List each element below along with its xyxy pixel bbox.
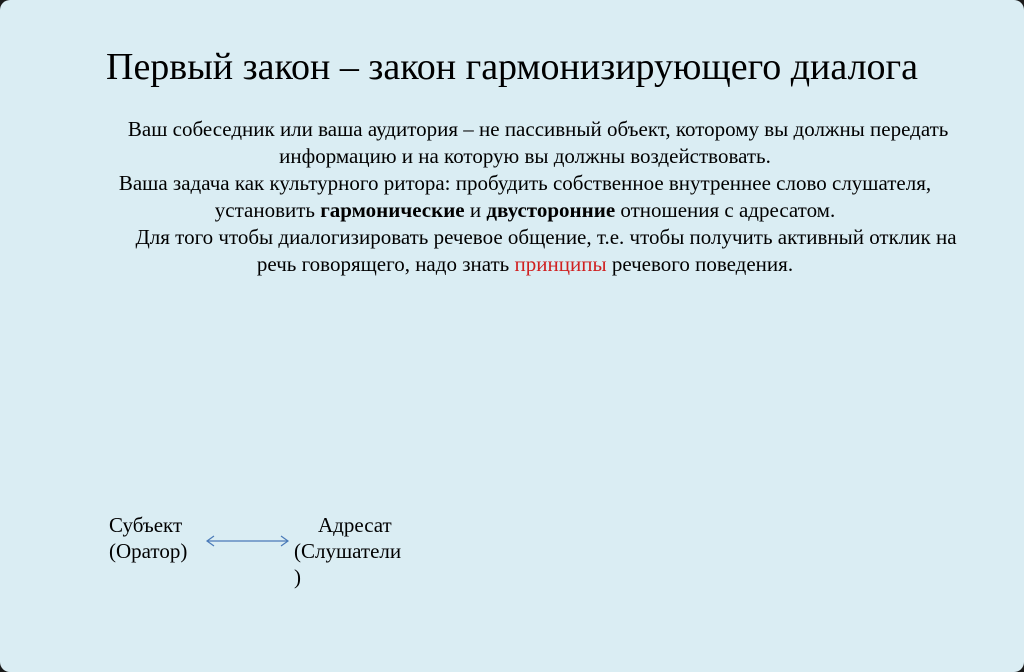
paragraph-3-text-end: речевого поведения.: [606, 252, 794, 276]
addressee-line-3: ): [294, 565, 301, 589]
paragraph-2: [90, 170, 960, 224]
paragraph-2-text-start: Ваша задача как культурного ритора: пробудить собственное внутреннее слово слушателя, установить: [118, 171, 932, 222]
paragraph-2-text-end: отношения с адресатом.: [615, 198, 836, 222]
paragraph-3: [90, 224, 960, 278]
slide-body: [90, 116, 960, 278]
bold-term-two-sided: двусторонние: [486, 198, 616, 222]
addressee-label: [294, 512, 432, 590]
addressee-line-2: (Слушатели: [294, 539, 402, 563]
subject-label: [109, 512, 187, 564]
paragraph-1-text: Ваш собеседник или ваша аудитория – не пассивный объект, которому вы должны передать информацию и на которую вы должны воздействовать.: [127, 117, 949, 168]
double-arrow-icon: [205, 533, 290, 549]
bold-term-harmonic: гармонические: [320, 198, 465, 222]
paragraph-1: [90, 116, 960, 170]
slide-title: Первый закон – закон гармонизирующего диалога: [106, 46, 918, 88]
subject-line-2: (Оратор): [109, 539, 188, 563]
highlight-principles: принципы: [514, 252, 607, 276]
subject-line-1: Субъект: [109, 513, 183, 537]
paragraph-3-text-start: Для того чтобы диалогизировать речевое общение, т.е. чтобы получить активный отклик на речь говорящего, надо знать: [135, 225, 957, 276]
paragraph-2-conjunction: и: [464, 198, 487, 222]
addressee-line-1: Адресат: [318, 513, 392, 537]
